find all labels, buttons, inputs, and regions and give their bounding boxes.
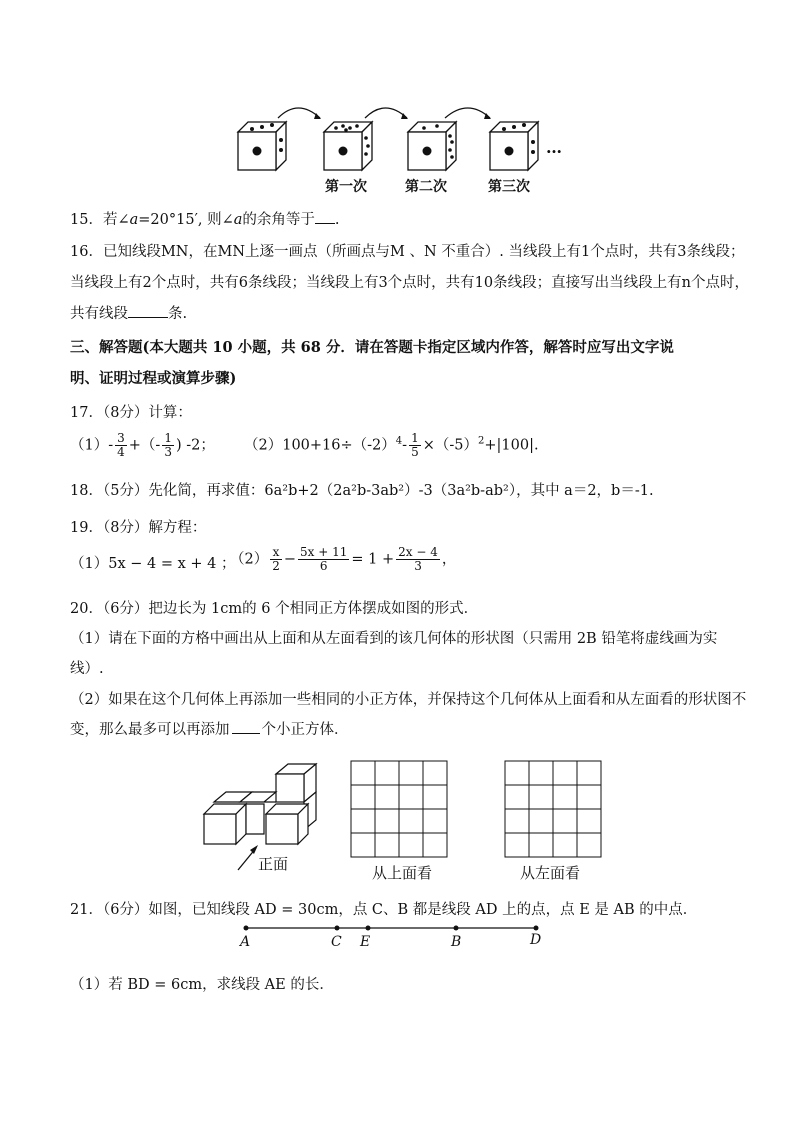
q20-p2-text-b: 个小正方体． — [261, 722, 349, 738]
q17-p2-b: - — [402, 437, 408, 454]
point-c-label: C — [331, 934, 342, 950]
q15-var-2: a — [233, 212, 243, 228]
arrow-1 — [278, 108, 320, 118]
q17-p2-a: （2）100+16÷（-2） — [244, 437, 396, 454]
point-d-label: D — [530, 932, 542, 948]
q19-frac-3 — [396, 546, 440, 573]
q19-frac1-num: x — [270, 546, 282, 560]
q16-answer-blank[interactable] — [128, 303, 168, 318]
question-20-part2-line2 — [70, 718, 349, 739]
die-3 — [408, 122, 456, 170]
section-3-heading-line1: 三、解答题(本大题共 10 小题，共 68 分．请在答题卡指定区域内作答，解答时应写出文字说 — [70, 339, 674, 356]
arrow-2 — [365, 108, 407, 118]
top-view-grid[interactable] — [350, 760, 448, 858]
q19-frac2-den: 6 — [319, 559, 328, 573]
question-19-title: 19．（8分）解方程： — [70, 520, 207, 536]
q17-p2-c: ×（-5） — [422, 437, 478, 454]
question-20-part1-line2: 线）. — [70, 661, 104, 677]
question-16-line2: 当线段上有2个点时，共有6条线段；当线段上有3个点时，共有10条线段；直接写出当线段上有n个点时， — [70, 275, 749, 291]
question-16-line3 — [70, 302, 187, 323]
q19-frac-2 — [298, 546, 349, 573]
question-21-title: 21．（6分）如图，已知线段 AD = 30cm，点 C、B 都是线段 AD 上的点，点 E 是 AB 的中点． — [70, 902, 698, 918]
q17-frac3-num: 1 — [411, 431, 419, 445]
label-top-view: 从上面看 — [372, 864, 433, 882]
q17-frac2-num: 1 — [164, 431, 172, 445]
q17-frac1-num: 3 — [117, 431, 125, 445]
q19-frac-1 — [270, 546, 282, 573]
q17-p2-exp2: 2 — [477, 435, 485, 447]
dice-ellipsis: … — [546, 138, 562, 157]
arrow-3 — [445, 108, 490, 118]
q20-answer-blank[interactable] — [232, 719, 260, 734]
segment-ad-figure — [240, 920, 550, 940]
q17-p1-a: （1）- — [70, 437, 114, 454]
label-front: 正面 — [258, 855, 289, 873]
question-16-line1: 16．已知线段MN，在MN上逐一画点（所画点与M 、N 不重合）. 当线段上有1个点时，共有3条线段； — [70, 244, 745, 260]
q15-number: 15． — [70, 212, 103, 228]
q19-frac3-den: 3 — [414, 559, 422, 573]
q16-text-a: 共有线段 — [70, 306, 128, 322]
die-2 — [324, 122, 372, 170]
point-e-label: E — [360, 934, 371, 950]
label-left-view: 从左面看 — [520, 864, 581, 882]
question-17-part2 — [244, 432, 539, 459]
q15-text-c: 的余角等于 — [242, 212, 315, 228]
q15-answer-blank[interactable] — [315, 209, 335, 224]
point-b-label: B — [451, 934, 462, 950]
q19-frac1-den: 2 — [272, 559, 280, 573]
question-20-part1-line1: （1）请在下面的方格中画出从上面和从左面看到的该几何体的形状图（只需用 2B 铅笔将虚线画为实 — [70, 631, 718, 647]
q15-end: . — [334, 212, 340, 228]
dice-label-2: 第二次 — [405, 179, 447, 195]
question-20-part2-line1: （2）如果在这个几何体上再添加一些相同的小正方体，并保持这个几何体从上面看和从左面看的形状图不 — [70, 692, 747, 708]
q20-p2-text-a: 变，那么最多可以再添加 — [70, 722, 230, 738]
q15-text-b: =20°15′, 则∠ — [138, 212, 234, 228]
q17-frac-1-3 — [162, 432, 174, 459]
question-18: 18．（5分）先化简，再求值：6a²b+2（2a²b-3ab²）-3（3a²b-ab²），其中 a＝2，b＝-1. — [70, 483, 654, 499]
question-19-part1: （1）5x − 4 = x + 4 ； — [70, 556, 236, 572]
q17-p2-d: +|100|. — [484, 437, 539, 454]
q17-p1-c: ) -2； — [175, 437, 215, 454]
q17-p2-exp: 4 — [395, 435, 403, 447]
question-15 — [70, 208, 340, 229]
q19-end: ， — [441, 551, 457, 568]
die-4 — [490, 122, 538, 170]
question-17-part1 — [70, 432, 215, 459]
q19-p2-a: （2） — [230, 551, 269, 568]
question-20-title: 20．（6分）把边长为 1cm的 6 个相同正方体摆成如图的形式． — [70, 601, 479, 617]
q17-frac2-den: 3 — [164, 445, 172, 459]
q19-eq: = 1 + — [351, 551, 395, 568]
die-1 — [238, 122, 286, 170]
question-17-title: 17．（8分）计算： — [70, 405, 192, 421]
q15-text-a: 若∠ — [102, 212, 130, 228]
q17-frac3-den: 5 — [411, 445, 419, 459]
dice-label-3: 第三次 — [488, 179, 530, 195]
q17-frac1-den: 4 — [117, 445, 125, 459]
section-3-heading-line2: 明、证明过程或演算步骤) — [70, 370, 237, 387]
q15-var: a — [129, 212, 139, 228]
left-view-grid[interactable] — [504, 760, 602, 858]
q16-text-b: 条. — [168, 306, 188, 322]
q17-frac-1-5 — [409, 432, 421, 459]
q19-frac3-num: 2x − 4 — [398, 545, 438, 559]
question-19-part2 — [230, 546, 456, 573]
q17-p1-b: +（- — [128, 437, 161, 454]
question-21-part1: （1）若 BD = 6cm，求线段 AE 的长． — [70, 977, 334, 993]
point-a-label: A — [240, 934, 251, 950]
q19-minus: − — [283, 551, 297, 568]
dice-label-1: 第一次 — [325, 179, 367, 195]
q19-frac2-num: 5x + 11 — [300, 545, 348, 559]
q17-frac-3-4 — [115, 432, 127, 459]
